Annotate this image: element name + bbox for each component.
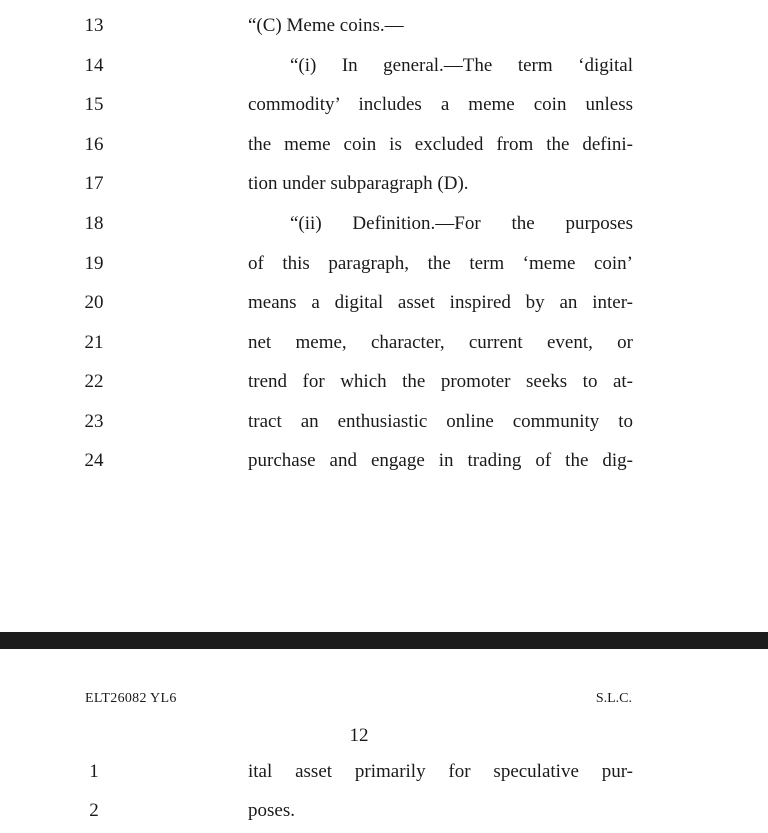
document-stamp: S.L.C.: [595, 691, 632, 706]
line-number: 13: [84, 15, 104, 36]
bill-text-line: “(i) In general.—The term ‘digital: [290, 55, 633, 76]
line-number: 2: [89, 800, 99, 821]
line-number: 22: [84, 371, 104, 392]
line-number: 16: [84, 134, 104, 155]
line-number: 23: [84, 411, 104, 432]
page-number: 12: [349, 725, 369, 746]
page-separator: [0, 632, 768, 649]
line-number: 1: [89, 761, 99, 782]
bill-text-line: means a digital asset inspired by an inter-: [248, 292, 633, 313]
document-id: ELT26082 YL6: [85, 691, 177, 706]
bill-text-line: “(C) Meme coins.—: [248, 15, 404, 36]
bill-text-line: tion under subparagraph (D).: [248, 173, 469, 194]
bill-text-line: purchase and engage in trading of the dig-: [248, 450, 633, 471]
line-number: 24: [84, 450, 104, 471]
bill-text-line: net meme, character, current event, or: [248, 332, 633, 353]
bill-text-line: commodity’ includes a meme coin unless: [248, 94, 633, 115]
line-number: 19: [84, 253, 104, 274]
line-number: 21: [84, 332, 104, 353]
bill-text-line: trend for which the promoter seeks to at-: [248, 371, 633, 392]
line-number: 20: [84, 292, 104, 313]
bill-text-line: poses.: [248, 800, 295, 821]
line-number: 15: [84, 94, 104, 115]
line-number: 17: [84, 173, 104, 194]
bill-text-line: tract an enthusiastic online community to: [248, 411, 633, 432]
bill-text-line: of this paragraph, the term ‘meme coin’: [248, 253, 633, 274]
line-number: 18: [84, 213, 104, 234]
bill-text-line: the meme coin is excluded from the defini-: [248, 134, 633, 155]
bill-text-line: ital asset primarily for speculative pur-: [248, 761, 633, 782]
bill-text-line: “(ii) Definition.—For the purposes: [290, 213, 633, 234]
line-number: 14: [84, 55, 104, 76]
